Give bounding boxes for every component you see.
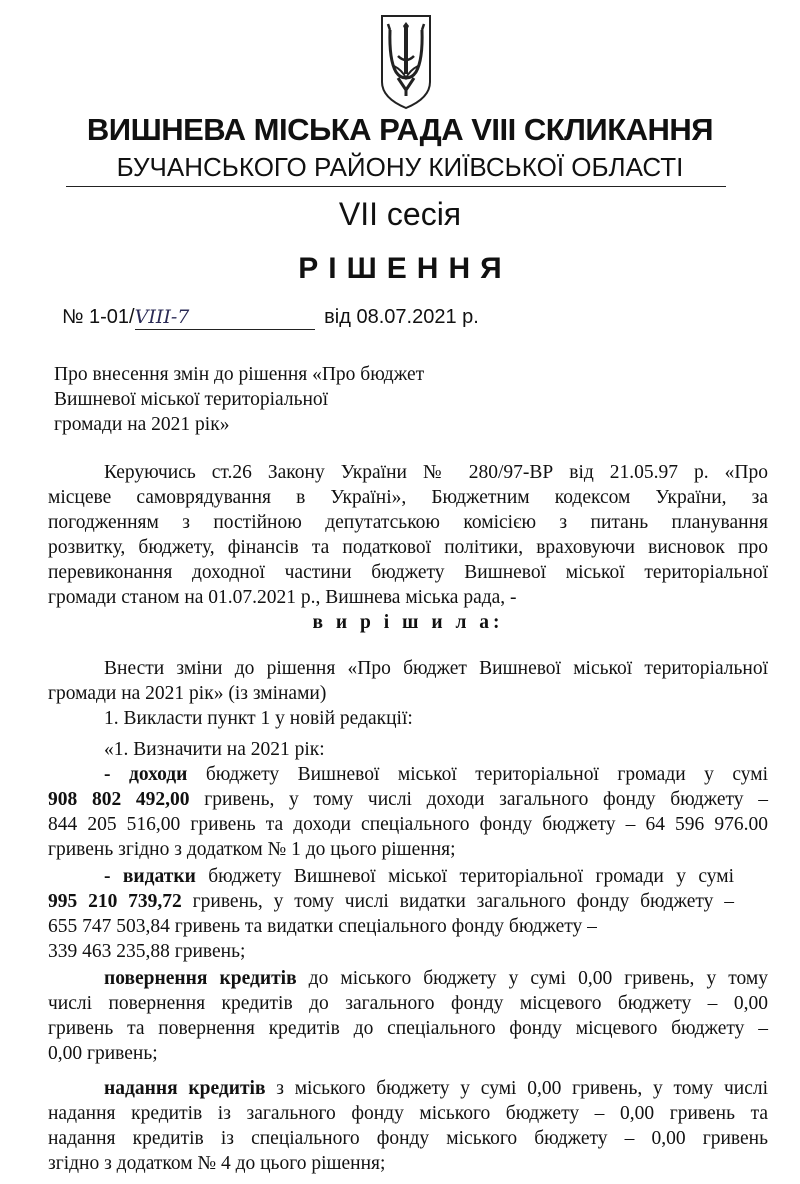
loan-returns-paragraph — [48, 966, 768, 1066]
expenses-text: 655 747 503,84 гривень та видатки спеціального фонду бюджету – — [48, 916, 597, 937]
trident-emblem-icon — [378, 12, 434, 112]
decision-subject — [54, 362, 474, 437]
district-title: БУЧАНСЬКОГО РАЙОНУ КИЇВСЬКОЇ ОБЛАСТІ — [116, 152, 684, 182]
loans-label: надання кредитів — [104, 1078, 266, 1099]
document-type-title: РІШЕННЯ — [298, 252, 512, 285]
preamble-line: місцеве самоврядування в Україні», Бюджетним кодексом України, за — [48, 487, 768, 508]
loan-returns-text: гривень та повернення кредитів до спеціального фонду місцевого бюджету – — [48, 1018, 768, 1039]
subject-line: Вишневої міської територіальної — [54, 389, 329, 410]
loans-text: надання кредитів із загального фонду міського бюджету – 0,00 гривень та — [48, 1103, 768, 1124]
session-title: VII сесія — [338, 196, 462, 232]
intro-line: Внести зміни до рішення «Про бюджет Вишневої міської територіальної — [104, 658, 768, 679]
loans-text: згідно з додатком № 4 до цього рішення; — [48, 1153, 386, 1174]
expenses-text: гривень, у тому числі видатки загального фонду бюджету – — [181, 891, 734, 912]
preamble-paragraph — [48, 460, 768, 635]
income-text: гривень, у тому числі доходи загального фонду бюджету – — [189, 789, 769, 810]
income-amount: 908 802 492,00 — [48, 789, 190, 810]
income-label: - доходи — [104, 764, 188, 785]
expenses-paragraph — [48, 864, 734, 964]
expenses-label: - видатки — [104, 866, 196, 887]
income-text: гривень згідно з додатком № 1 до цього рішення; — [48, 839, 456, 860]
loans-text: з міського бюджету у сумі 0,00 гривень, у тому числі — [265, 1078, 768, 1099]
item1-quote-line: «1. Визначити на 2021 рік: — [104, 739, 325, 760]
loans-paragraph — [48, 1076, 768, 1176]
loans-text: надання кредитів із спеціального фонду міського бюджету – 0,00 гривень — [48, 1128, 768, 1149]
decision-date: від 08.07.2021 р. — [324, 306, 479, 328]
income-paragraph — [48, 762, 768, 862]
loan-returns-text: числі повернення кредитів до загального фонду місцевого бюджету – 0,00 — [48, 993, 768, 1014]
preamble-line: перевиконання доходної частини бюджету Вишневої міської територіальної — [48, 562, 768, 583]
resolved-heading: в и р і ш и л а: — [312, 612, 504, 633]
preamble-line: погодженням з постійною депутатською комісією з питань планування — [48, 512, 768, 533]
preamble-line: Керуючись ст.26 Закону України № 280/97-ВР від 21.05.97 р. «Про — [104, 462, 768, 483]
loan-returns-label: повернення кредитів — [104, 968, 297, 989]
expenses-amount: 995 210 739,72 — [48, 891, 182, 912]
council-title: ВИШНЕВА МІСЬКА РАДА VIII СКЛИКАННЯ — [86, 112, 714, 147]
header-divider — [66, 186, 726, 187]
intro-line: громади на 2021 рік» (із змінами) — [48, 683, 327, 704]
decision-number-handwritten: VIII-7 — [135, 307, 315, 330]
income-text: бюджету Вишневої міської територіальної громади у сумі — [187, 764, 768, 785]
expenses-text: бюджету Вишневої міської територіальної громади у сумі — [195, 866, 734, 887]
decision-number-line — [62, 306, 479, 330]
income-text: 844 205 516,00 гривень та доходи спеціального фонду бюджету – 64 596 976.00 — [48, 814, 768, 835]
loan-returns-text: до міського бюджету у сумі 0,00 гривень, у тому — [296, 968, 769, 989]
item1-line: 1. Викласти пункт 1 у новій редакції: — [104, 708, 413, 729]
subject-line: громади на 2021 рік» — [54, 414, 230, 435]
preamble-line: громади станом на 01.07.2021 р., Вишнева міська рада, - — [48, 587, 517, 608]
expenses-text: 339 463 235,88 гривень; — [48, 941, 246, 962]
decision-number-prefix: № 1-01/ — [62, 306, 135, 328]
intro-paragraph — [48, 656, 768, 762]
loan-returns-text: 0,00 гривень; — [48, 1043, 158, 1064]
subject-line: Про внесення змін до рішення «Про бюджет — [54, 364, 425, 385]
preamble-line: розвитку, бюджету, фінансів та податкової політики, враховуючи висновок про — [48, 537, 768, 558]
